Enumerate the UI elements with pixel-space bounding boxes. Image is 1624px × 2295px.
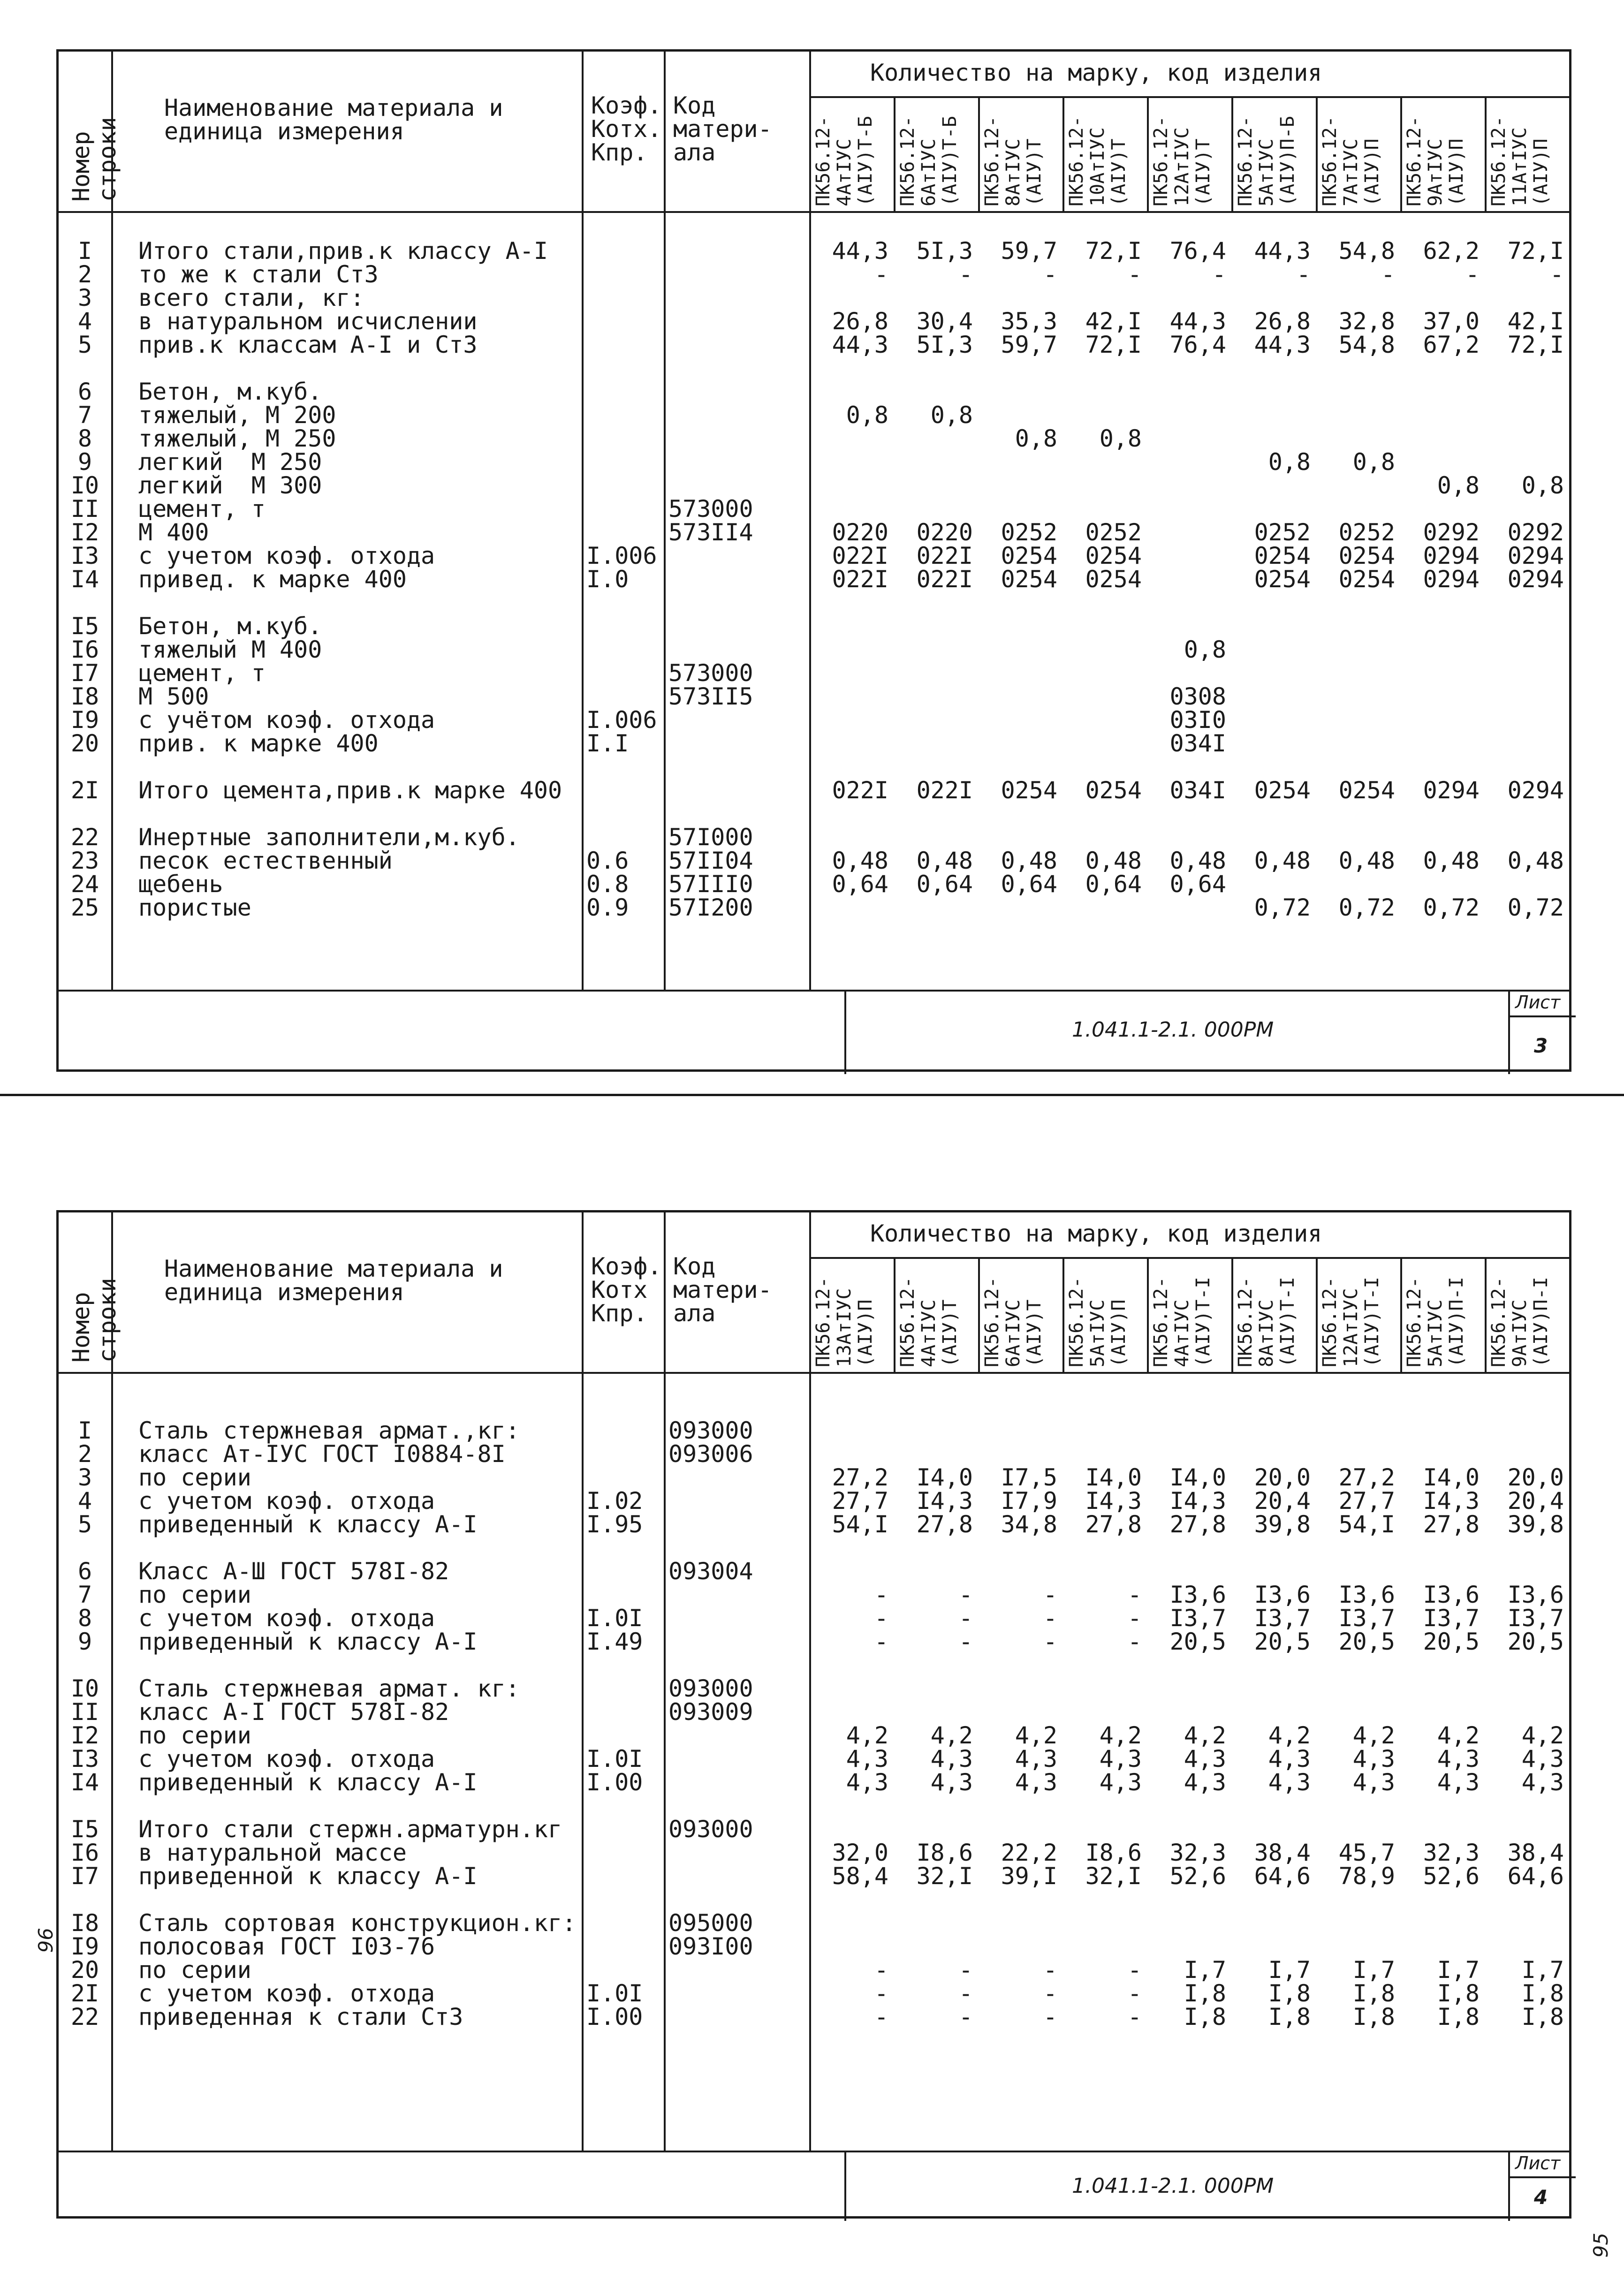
product-header: ПК56.12- 12АтIУС (AIУ)Т <box>1150 116 1214 206</box>
coefficients: I.006 I.0 I.006 I.I 0.6 0.8 0.9 <box>586 542 657 921</box>
value-column: 72,I - 42,I 72,I 0,8 0252 0254 0254 0254 0,48 0,64 <box>1085 237 1142 898</box>
rule <box>1062 1257 1064 1372</box>
sheet-label: Лист <box>1515 2153 1561 2174</box>
product-header: ПК56.12- 5АтIУС (AIУ)П-I <box>1404 1277 1467 1367</box>
value-column: 62,2 - 37,0 67,2 0,8 0292 0294 0294 0294 0,48 0,72 <box>1423 237 1480 921</box>
material-names: Итого стали,прив.к классу А-I то же к стали Ст3 всего стали, кг: в натуральном исчислении прив.к классам А-I и Ст3 Бетон, м.куб. тяжелый, М 200 тяжелый, М 250 легкий М 250 легкий М 300 цемент, т М 400 с учетом коэф. отхода привед. к марке 400 Бетон, м.куб. тяжелый М 400 цемент, т М 500 с учётом коэф. отхода прив. к марке 400 Итого цемента,прив.к марке 400 Инертные заполнители,м.куб. песок естественный щебень пористые <box>138 237 562 921</box>
rule <box>809 1257 1569 1259</box>
rule <box>894 1257 895 1372</box>
product-header: ПК56.12- 12АтIУС (AIУ)Т-I <box>1319 1277 1383 1367</box>
value-column: 44,3 - 26,8 44,3 0,8 0252 0254 0254 0254 0,48 0,72 <box>1254 237 1311 921</box>
material-name-header: Наименование материала и единица измерения <box>164 94 503 145</box>
rule <box>1510 1015 1576 1017</box>
rule <box>844 2151 846 2221</box>
value-column: 27,2 27,7 54,I - - - 4,2 4,3 4,3 32,0 58,4 - - - <box>832 1464 888 2030</box>
product-header: ПК56.12- 5АтIУС (AIУ)П-Б <box>1235 116 1298 206</box>
rule <box>844 990 846 1074</box>
sheet-label: Лист <box>1515 992 1561 1013</box>
product-header: ПК56.12- 13АтIУС (AIУ)П <box>812 1277 876 1367</box>
rule <box>978 1257 980 1372</box>
rule <box>1147 1257 1149 1372</box>
rule <box>59 2151 1569 2152</box>
product-header: ПК56.12- 10АтIУС (AIУ)Т <box>1066 116 1130 206</box>
product-header: ПК56.12- 4АтIУС (AIУ)Т-I <box>1150 1277 1214 1367</box>
material-name-header: Наименование материала и единица измерения <box>164 1255 503 1306</box>
rule <box>1510 2176 1576 2178</box>
product-header: ПК56.12- 9АтIУС (AIУ)П-I <box>1488 1277 1552 1367</box>
coefficient-header: Коэф. Котх Кпр. <box>591 1253 662 1327</box>
rule <box>1147 96 1149 211</box>
product-header: ПК56.12- 8АтIУС (AIУ)Т-I <box>1235 1277 1298 1367</box>
rule <box>978 96 980 211</box>
product-header: ПК56.12- 6АтIУС (AIУ)Т <box>981 1277 1045 1367</box>
value-column: I4,0 I4,3 27,8 I3,6 I3,7 20,5 4,2 4,3 4,3 32,3 52,6 I,7 I,8 I,8 <box>1169 1464 1226 2030</box>
value-column: 20,0 20,4 39,8 I3,6 I3,7 20,5 4,2 4,3 4,3 38,4 64,6 I,7 I,8 I,8 <box>1507 1464 1564 2030</box>
row-numbers: I 2 3 4 5 6 7 8 9 I0 II I2 I3 I4 I5 I6 I7 I8 I9 20 2I 22 23 24 25 <box>70 237 99 921</box>
product-header: ПК56.12- 11АтIУС (AIУ)П <box>1488 116 1552 206</box>
material-codes: 573000 573II4 573000 573II5 57I000 57II04 57III0 57I200 <box>668 495 753 921</box>
value-column: I4,0 I4,3 27,8 I3,6 I3,7 20,5 4,2 4,3 4,3 32,3 52,6 I,7 I,8 I,8 <box>1423 1464 1480 2030</box>
sheet-1 <box>56 49 1571 1072</box>
rule <box>59 990 1569 992</box>
value-column: 72,I - 42,I 72,I 0,8 0292 0294 0294 0294 0,48 0,72 <box>1507 237 1564 921</box>
rule <box>1231 1257 1233 1372</box>
value-column: 54,8 - 32,8 54,8 0,8 0252 0254 0254 0254 0,48 0,72 <box>1338 237 1395 921</box>
sheet-2 <box>56 1210 1571 2219</box>
value-column: I4,0 I4,3 27,8 - - - 4,2 4,3 4,3 I8,6 32,I - - - <box>1085 1464 1142 2030</box>
rule <box>1485 1257 1487 1372</box>
product-header: ПК56.12- 4АтIУС (AIУ)Т-Б <box>812 116 876 206</box>
value-column: 5I,3 - 30,4 5I,3 0,8 0220 022I 022I 022I 0,48 0,64 <box>916 237 973 898</box>
document-code: 1.041.1-2.1. 000РМ <box>1072 1018 1274 1042</box>
product-header: ПК56.12- 9АтIУС (AIУ)П <box>1404 116 1467 206</box>
material-codes: 093000 093006 093004 093000 093009 093000 095000 093I00 <box>668 1417 753 1960</box>
margin-page-number: 95 <box>1589 2233 1612 2258</box>
value-column: 59,7 - 35,3 59,7 0,8 0252 0254 0254 0254 0,48 0,64 <box>1001 237 1057 898</box>
rule <box>664 1212 666 2151</box>
value-column: 76,4 - 44,3 76,4 0,8 0308 03I0 034I 034I 0,48 0,64 <box>1169 237 1226 898</box>
rule <box>59 211 1569 213</box>
rule <box>1485 96 1487 211</box>
material-code-header: Код матери- ала <box>673 92 772 166</box>
sheet-number: 3 <box>1534 1034 1548 1057</box>
rule <box>664 52 666 990</box>
value-column: I7,5 I7,9 34,8 - - - 4,2 4,3 4,3 22,2 39,I - - - <box>1001 1464 1057 2030</box>
value-column: 27,2 27,7 54,I I3,6 I3,7 20,5 4,2 4,3 4,3 45,7 78,9 I,7 I,8 I,8 <box>1338 1464 1395 2030</box>
material-code-header: Код матери- ала <box>673 1253 772 1327</box>
quantity-header: Количество на марку, код изделия <box>870 1220 1322 1247</box>
rule <box>59 1372 1569 1374</box>
rule <box>1316 96 1318 211</box>
row-number-header: Номер строки <box>68 1278 121 1363</box>
product-header: ПК56.12- 4АтIУС (AIУ)Т <box>897 1277 961 1367</box>
rule <box>809 96 1569 98</box>
rule <box>582 1212 584 2151</box>
rule <box>1231 96 1233 211</box>
rule <box>1062 96 1064 211</box>
rule <box>1316 1257 1318 1372</box>
value-column: 44,3 - 26,8 44,3 0,8 0220 022I 022I 022I 0,48 0,64 <box>832 237 888 898</box>
sheet-separator <box>0 1094 1624 1096</box>
product-header: ПК56.12- 7АтIУС (AIУ)П <box>1319 116 1383 206</box>
product-header: ПК56.12- 8АтIУС (AIУ)Т <box>981 116 1045 206</box>
material-names: Сталь стержневая армат.,кг: класс Ат-IУС ГОСТ I0884-8I по серии с учетом коэф. отхода приведенный к классу А-I Класс А-Ш ГОСТ 578I-82 по серии с учетом коэф. отхода приведенный к классу А-I Сталь стержневая армат. кг: класс А-I ГОСТ 578I-82 по серии с учетом коэф. отхода приведенный к классу А-I Итого стали стержн.арматурн.кг в натуральной массе приведенной к классу А-I Сталь сортовая конструкцион.кг: полосовая ГОСТ I03-76 по серии с учетом коэф. отхода приведенная к стали Ст3 <box>138 1417 577 2030</box>
value-column: I4,0 I4,3 27,8 - - - 4,2 4,3 4,3 I8,6 32,I - - - <box>916 1464 973 2030</box>
quantity-header: Количество на марку, код изделия <box>870 59 1322 86</box>
product-header: ПК56.12- 5АтIУС (AIУ)П <box>1066 1277 1130 1367</box>
value-column: 20,0 20,4 39,8 I3,6 I3,7 20,5 4,2 4,3 4,3 38,4 64,6 I,7 I,8 I,8 <box>1254 1464 1311 2030</box>
margin-page-number: 96 <box>34 1928 57 1953</box>
coefficients: I.02 I.95 I.0I I.49 I.0I I.00 I.0I I.00 <box>586 1487 643 2030</box>
document-code: 1.041.1-2.1. 000РМ <box>1072 2174 1274 2198</box>
product-header: ПК56.12- 6АтIУС (AIУ)Т-Б <box>897 116 961 206</box>
coefficient-header: Коэф. Котх. Кпр. <box>591 92 662 166</box>
rule <box>1400 1257 1402 1372</box>
rule <box>582 52 584 990</box>
rule <box>1400 96 1402 211</box>
sheet-number: 4 <box>1534 2186 1548 2209</box>
rule <box>894 96 895 211</box>
row-number-header: Номер строки <box>68 117 121 202</box>
row-numbers: I 2 3 4 5 6 7 8 9 I0 II I2 I3 I4 I5 I6 I7 I8 I9 20 2I 22 <box>70 1417 99 2030</box>
